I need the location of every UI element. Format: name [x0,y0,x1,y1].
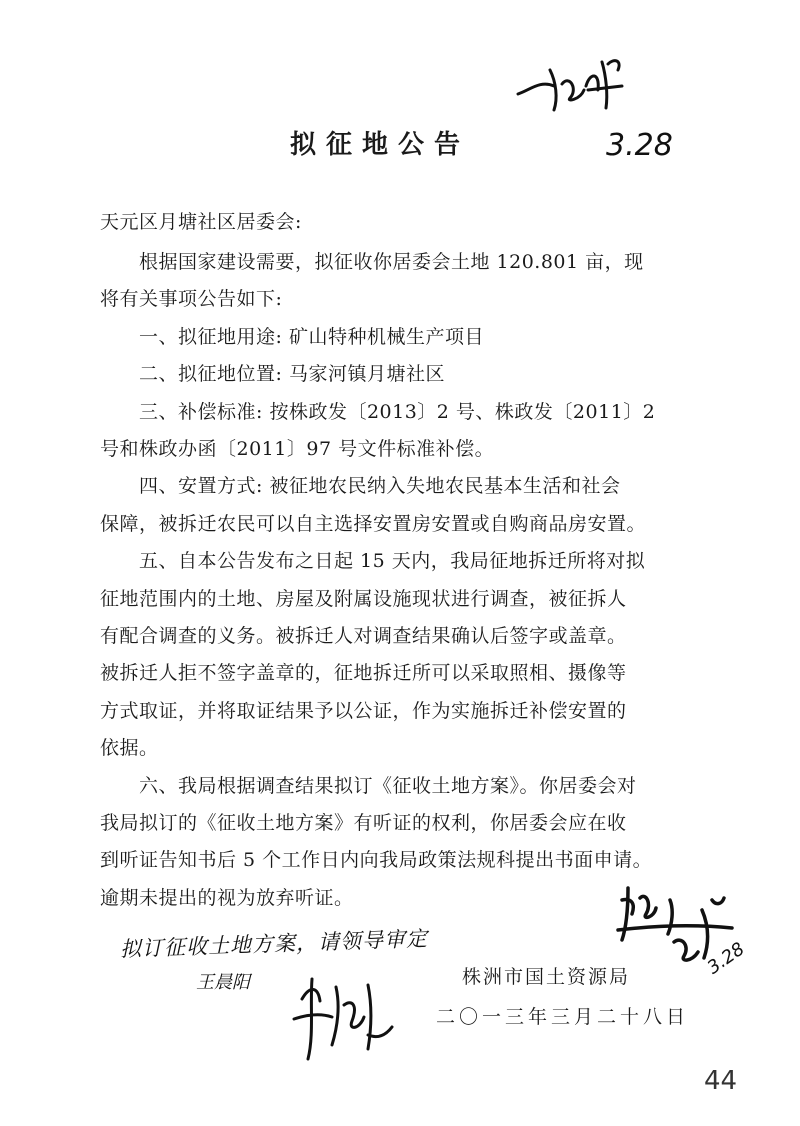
body-line: 征地范围内的土地、房屋及附属设施现状进行调查，被征拆人 [100,587,627,610]
body-line: 根据国家建设需要，拟征收你居委会土地 120.801 亩，现 [100,251,644,273]
body-line: 三、补偿标准: 按株政发〔2013〕2 号、株政发〔2011〕2 [100,400,656,423]
issuer: 株洲市国土资源局 [462,966,631,988]
handwritten-top-date: 3.28 [606,128,673,163]
top-signature [510,50,640,120]
body-line: 依据。 [100,737,159,760]
body-line: 被拆迁人拒不签字盖章的，征地拆迁所可以采取照相、摄像等 [100,662,627,685]
body-line: 将有关事项公告如下: [100,288,283,311]
body-line: 有配合调查的义务。被拆迁人对调查结果确认后签字或盖章。 [100,625,627,647]
body-line: 我局拟订的《征收土地方案》有听证的权利，你居委会应在收 [100,812,627,834]
document-title: 拟征地公告 [290,130,471,160]
body-line: 六、我局根据调查结果拟订《征收土地方案》。你居委会对 [100,774,637,797]
handwritten-note: 拟订征收土地方案，请领导审定 [119,926,429,962]
body-line: 五、自本公告发布之日起 15 天内，我局征地拆迁所将对拟 [100,550,646,573]
addressee: 天元区月塘社区居委会: [100,211,302,233]
body-line: 逾期未提出的视为放弃听证。 [100,886,354,909]
body-line: 保障，被拆迁农民可以自主选择安置房安置或自购商品房安置。 [100,512,647,535]
body-line: 号和株政办函〔2011〕97 号文件标准补偿。 [100,438,495,460]
body-line: 到听证告知书后 5 个工作日内向我局政策法规科提出书面申请。 [100,849,653,872]
handwritten-note-name: 王晨阳 [196,972,250,993]
page-number: 44 [704,1066,738,1096]
bottom-signature [288,965,398,1065]
issue-date: 二〇一三年三月二十八日 [436,1006,690,1028]
body-line: 方式取证，并将取证结果予以公证，作为实施拆迁补偿安置的 [100,699,627,722]
body-line: 四、安置方式: 被征地农民纳入失地农民基本生活和社会 [100,475,621,498]
handwritten-right-date: 3.28 [703,938,749,979]
body-line: 二、拟征地位置: 马家河镇月塘社区 [100,363,445,386]
body-line: 一、拟征地用途: 矿山特种机械生产项目 [100,325,484,348]
